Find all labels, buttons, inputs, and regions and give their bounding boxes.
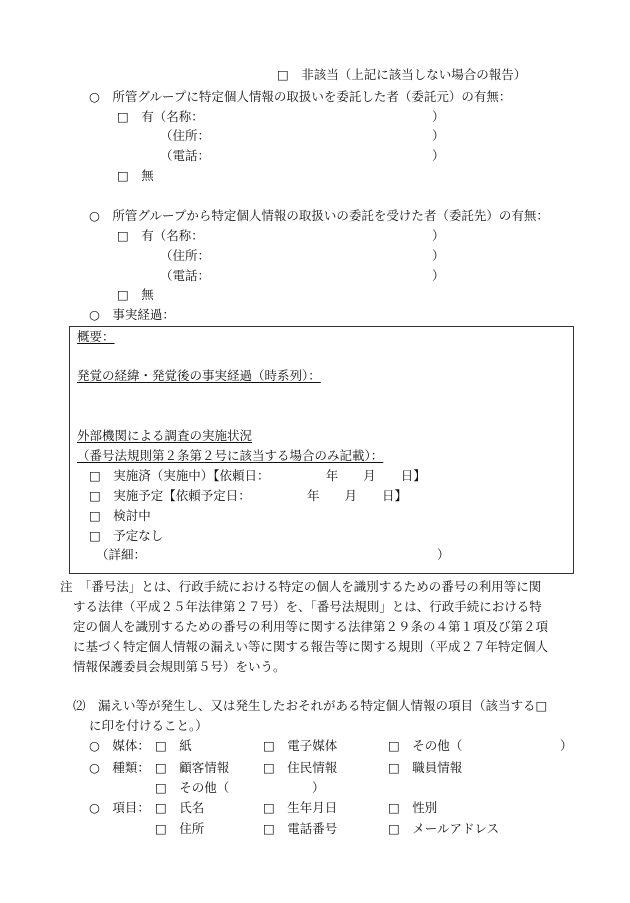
consignee-yes-option[interactable]: □ 有（名称：: [117, 228, 204, 243]
media-option-electronic[interactable]: □ 電子媒体: [263, 738, 338, 753]
item-option-name[interactable]: □ 氏名: [155, 800, 205, 815]
type-option-customer[interactable]: □ 顧客情報: [155, 760, 230, 775]
type-option-resident[interactable]: □ 住民情報: [263, 760, 338, 775]
item-label: ○ 項目：: [89, 800, 150, 815]
consignee-address-close: ）: [432, 248, 445, 263]
type-label: ○ 種類：: [89, 760, 150, 775]
media-option-other-close: ）: [560, 738, 573, 753]
consigner-no-option[interactable]: □ 無: [117, 168, 154, 183]
section2-heading-line2: に印を付けること。）: [89, 718, 208, 733]
external-option-none[interactable]: □ 予定なし: [89, 528, 164, 543]
note-line-3: 定の個人を識別するための番号の利用等に関する法律第２９条の４第１項及び第２項: [73, 619, 549, 634]
consigner-phone-close: ）: [432, 148, 445, 163]
consigner-phone-label: （電話：: [160, 148, 211, 163]
consignee-heading: ○ 所管グループから特定個人情報の取扱いの委託を受けた者（委託先）の有無：: [89, 208, 549, 223]
item-option-email[interactable]: □ メールアドレス: [388, 821, 500, 836]
non-applicable-option[interactable]: □ 非該当（上記に該当しない場合の報告）: [277, 67, 527, 82]
external-option-done[interactable]: □ 実施済（実施中）【依頼日： 年 月 日】: [89, 468, 426, 483]
type-option-other[interactable]: □ その他（: [155, 780, 230, 795]
facts-discovery-label: 発覚の経緯・発覚後の事実経過（時系列）：: [77, 368, 321, 383]
external-option-planned[interactable]: □ 実施予定【依頼予定日： 年 月 日】: [89, 488, 408, 503]
facts-heading: ○ 事実経過：: [89, 307, 175, 322]
external-details-label: （詳細：: [96, 547, 147, 562]
consignee-name-close: ）: [432, 228, 445, 243]
consigner-name-close: ）: [432, 109, 445, 124]
item-option-address[interactable]: □ 住所: [155, 821, 205, 836]
item-option-birthdate[interactable]: □ 生年月日: [263, 800, 338, 815]
note-line-4: に基づく特定個人情報の漏えい等に関する報告等に関する規則（平成２７年特定個人: [73, 639, 549, 654]
consigner-address-close: ）: [432, 128, 445, 143]
consignee-phone-label: （電話：: [160, 268, 211, 283]
note-line-2: する法律（平成２５年法律第２７号）を、「番号法規則」とは、行政手続における特: [73, 599, 542, 614]
external-option-considering[interactable]: □ 検討中: [89, 508, 151, 523]
type-option-staff[interactable]: □ 職員情報: [388, 760, 463, 775]
item-option-gender[interactable]: □ 性別: [388, 800, 438, 815]
media-label: ○ 媒体：: [89, 738, 150, 753]
type-option-other-close: ）: [312, 780, 325, 795]
note-line-1: 注 「番号法」とは、行政手続における特定の個人を識別するための番号の利用等に関: [60, 579, 542, 594]
section2-heading-line1: ⑵ 漏えい等が発生し、又は発生したおそれがある特定個人情報の項目（該当する□: [73, 698, 548, 713]
consignee-address-label: （住所：: [160, 248, 211, 263]
consigner-yes-option[interactable]: □ 有（名称：: [117, 109, 204, 124]
consignee-phone-close: ）: [432, 268, 445, 283]
media-option-other[interactable]: □ その他（: [388, 738, 463, 753]
item-option-phone[interactable]: □ 電話番号: [263, 821, 338, 836]
facts-summary-label: 概要：: [77, 329, 115, 344]
consigner-address-label: （住所：: [160, 128, 211, 143]
external-investigation-title: 外部機関による調査の実施状況: [77, 428, 253, 443]
external-investigation-subtitle: （番号法規則第２条第２号に該当する場合のみ記載）：: [77, 448, 384, 463]
media-option-paper[interactable]: □ 紙: [155, 738, 192, 753]
consignee-no-option[interactable]: □ 無: [117, 287, 154, 302]
external-details-close: ）: [437, 547, 450, 562]
note-line-5: 情報保護委員会規則第５号）をいう。: [73, 659, 286, 674]
consigner-heading: ○ 所管グループに特定個人情報の取扱いを委託した者（委託元）の有無：: [89, 89, 512, 104]
